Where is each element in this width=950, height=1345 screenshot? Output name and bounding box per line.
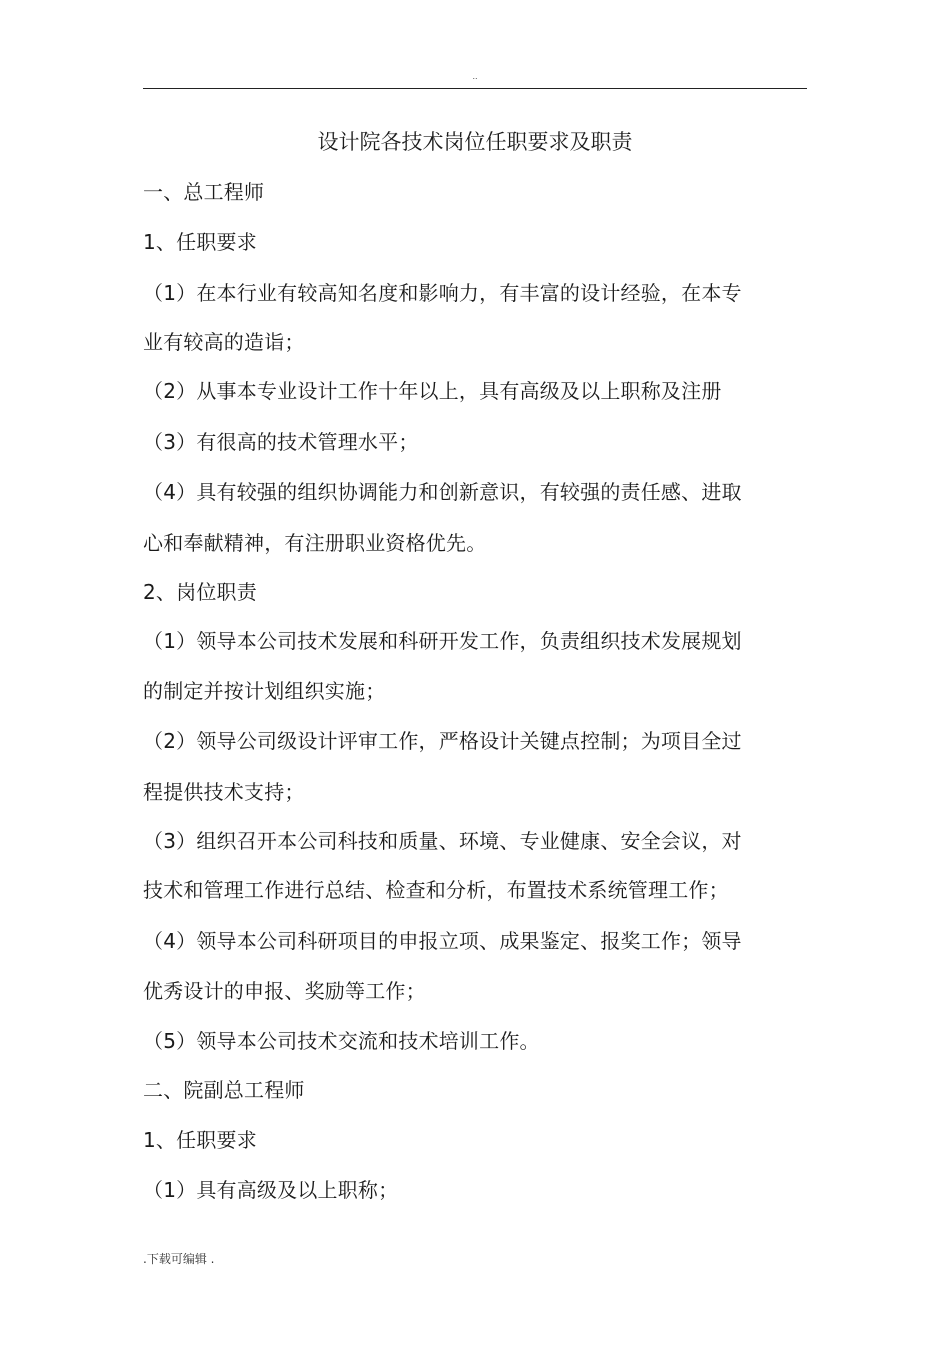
section-heading: 二、院副总工程师 [143, 1078, 305, 1102]
footer-note: .下载可编辑 . [143, 1252, 215, 1266]
paragraph-line: （1）领导本公司技术发展和科研开发工作，负责组织技术发展规划 [143, 629, 742, 653]
paragraph-line: （2）从事本专业设计工作十年以上，具有高级及以上职称及注册 [143, 379, 722, 403]
section-heading: 一、总工程师 [143, 180, 265, 204]
document-title: 设计院各技术岗位任职要求及职责 [317, 130, 633, 154]
paragraph-line: 技术和管理工作进行总结、检查和分析，布置技术系统管理工作； [143, 878, 729, 902]
subsection-heading: 1、任职要求 [143, 230, 257, 254]
paragraph-line: 程提供技术支持； [143, 780, 305, 804]
paragraph-line: （1）具有高级及以上职称； [143, 1178, 399, 1202]
paragraph-line: 心和奉献精神，有注册职业资格优先。 [143, 531, 487, 555]
paragraph-line: （2）领导公司级设计评审工作，严格设计关键点控制；为项目全过 [143, 729, 742, 753]
paragraph-line: 业有较高的造诣； [143, 330, 305, 354]
subsection-heading: 2、岗位职责 [143, 580, 257, 604]
paragraph-line: （3）有很高的技术管理水平； [143, 430, 419, 454]
header-mark: .. [472, 72, 478, 81]
paragraph-line: （3）组织召开本公司科技和质量、环境、专业健康、安全会议，对 [143, 829, 742, 853]
paragraph-line: 的制定并按计划组织实施； [143, 679, 386, 703]
subsection-heading: 1、任职要求 [143, 1128, 257, 1152]
header-rule [143, 88, 807, 89]
paragraph-line: （1）在本行业有较高知名度和影响力，有丰富的设计经验，在本专 [143, 281, 742, 305]
paragraph-line: （5）领导本公司技术交流和技术培训工作。 [143, 1029, 540, 1053]
paragraph-line: （4）具有较强的组织协调能力和创新意识，有较强的责任感、进取 [143, 480, 742, 504]
paragraph-line: （4）领导本公司科研项目的申报立项、成果鉴定、报奖工作；领导 [143, 929, 742, 953]
paragraph-line: 优秀设计的申报、奖励等工作； [143, 979, 426, 1003]
